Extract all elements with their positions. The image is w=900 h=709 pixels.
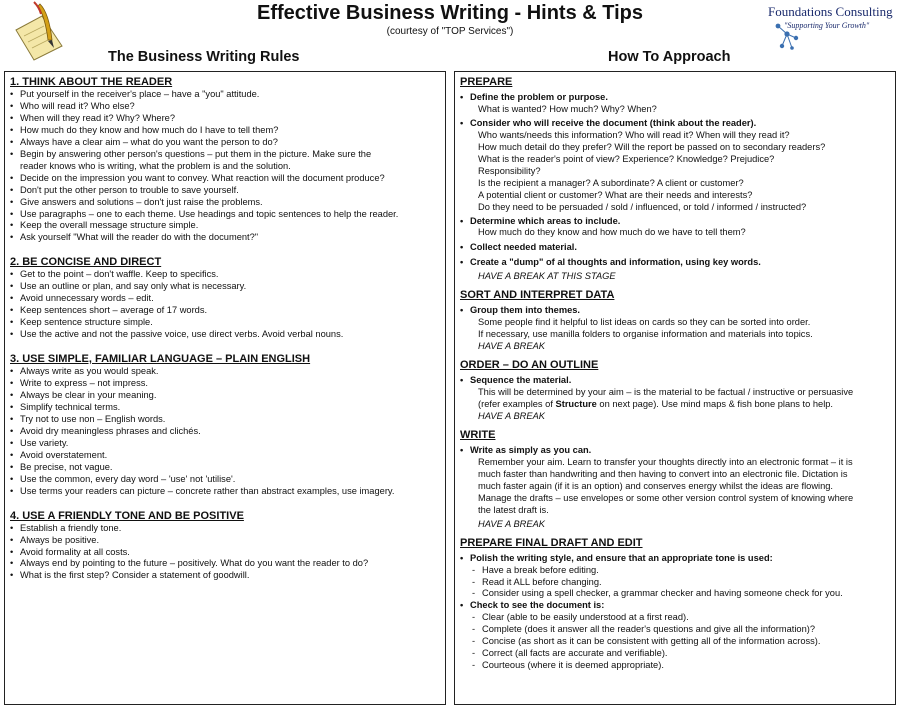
step-text: Some people find it helpful to list ideas on cards so they can be sorted into order. (478, 317, 811, 328)
sub-item: - Courteous (where it is deemed appropriate). (472, 660, 664, 671)
list-item: • Try not to use non – English words. (10, 413, 166, 424)
section-title-concise: 2. BE CONCISE AND DIRECT (10, 256, 162, 269)
step-text: Who wants/needs this information? Who will read it? When will they read it? (478, 129, 790, 140)
list-item: • Always be positive. (10, 534, 100, 545)
list-concise (10, 269, 442, 341)
list-item: • Be precise, not vague. (10, 461, 113, 472)
list-item: • Establish a friendly tone. (10, 522, 122, 533)
list-item-continuation: reader knows who is writing, what the problem is and the solution. (20, 160, 291, 171)
list-item: • Always be clear in your meaning. (10, 390, 157, 401)
list-item: • Always write as you would speak. (10, 366, 159, 377)
list-item: • Who will read it? Who else? (10, 100, 135, 111)
list-item: • Keep sentence structure simple. (10, 317, 153, 328)
list-item: • Always end by pointing to the future – positively. What do you want the reader to do? (10, 558, 369, 569)
list-item: • What is the first step? Consider a statement of goodwill. (10, 570, 250, 581)
section-title-order: ORDER – DO AN OUTLINE (460, 359, 599, 372)
page-subtitle: (courtesy of "TOP Services") (386, 26, 514, 37)
step-text: much faster again (if it is an option) and conserves energy whilst the ideas are flowing. (478, 480, 834, 491)
rules-content (10, 76, 442, 582)
list-item: • Write to express – not impress. (10, 378, 148, 389)
list-item: • Avoid formality at all costs. (10, 546, 130, 557)
list-item: • Always have a clear aim – what do you want the person to do? (10, 136, 278, 147)
step-heading: • Write as simply as you can. (460, 444, 592, 455)
section-title-final-draft: PREPARE FINAL DRAFT AND EDIT (460, 536, 643, 549)
section-title-plain-english: 3. USE SIMPLE, FAMILIAR LANGUAGE – PLAIN ENGLISH (10, 353, 311, 366)
step-text: the latest draft is. (478, 504, 549, 515)
step-heading: • Consider who will receive the document (think about the reader). (460, 117, 757, 128)
left-column-heading: The Business Writing Rules (108, 49, 300, 65)
section-title-sort: SORT AND INTERPRET DATA (460, 289, 615, 302)
list-item: • How much do they know and how much do I have to tell them? (10, 124, 279, 135)
step-heading: • Create a "dump" of al thoughts and information, using key words. (460, 257, 761, 268)
list-item: • Use terms your readers can picture – concrete rather than abstract examples, use imagery. (10, 485, 395, 496)
molecule-network-icon (772, 20, 802, 50)
step-text: How much detail do they prefer? Will the report be passed on to secondary readers? (478, 141, 826, 152)
list-item: • Use an outline or plan, and say only what is necessary. (10, 281, 247, 292)
section-title-prepare: PREPARE (460, 76, 513, 88)
list-item: • Avoid unnecessary words – edit. (10, 293, 154, 304)
sub-item: - Concise (as short as it can be consistent with getting all of the information across). (472, 636, 821, 647)
list-friendly-tone (10, 523, 442, 583)
sub-item: - Consider using a spell checker, a grammar checker and having someone check for you. (472, 588, 843, 599)
step-text: What is the reader's point of view? Experience? Knowledge? Prejudice? (478, 153, 775, 164)
step-text: Is the recipient a manager? A subordinate? A client or customer? (478, 177, 744, 188)
list-reader (10, 89, 442, 244)
sub-item: - Clear (able to be easily understood at a first read). (472, 612, 689, 623)
approach-content (460, 76, 892, 672)
page-title: Effective Business Writing - Hints & Tips (257, 2, 643, 24)
step-text: Manage the drafts – use envelopes or some other version control system of knowing where (478, 492, 854, 503)
break-note: HAVE A BREAK (478, 341, 545, 352)
section-title-write: WRITE (460, 428, 496, 441)
list-item: • Decide on the impression you want to convey. What reaction will the document produce? (10, 172, 385, 183)
right-column-heading: How To Approach (608, 49, 731, 65)
break-note: HAVE A BREAK AT THIS STAGE (478, 271, 616, 282)
list-item: • Begin by answering other person's questions – put them in the picture. Make sure the (10, 148, 372, 159)
list-plain-english (10, 366, 442, 497)
break-note: HAVE A BREAK (478, 518, 545, 529)
list-item: • Use paragraphs – one to each theme. Use headings and topic sentences to help the reader. (10, 208, 399, 219)
header (0, 0, 900, 46)
list-item: • When will they read it? Why? Where? (10, 112, 176, 123)
company-name: Foundations Consulting (768, 4, 893, 19)
list-item: • Keep the overall message structure simple. (10, 220, 199, 231)
step-heading: • Collect needed material. (460, 242, 577, 253)
step-text: A potential client or customer? What are their needs and interests? (478, 189, 753, 200)
step-text: If necessary, use manilla folders to organise information and materials into topics. (478, 329, 813, 340)
list-item: • Avoid dry meaningless phrases and clichés. (10, 425, 201, 436)
company-tagline: "Supporting Your Growth" (784, 21, 870, 30)
section-title-friendly-tone: 4. USE A FRIENDLY TONE AND BE POSITIVE (10, 509, 244, 522)
list-item: • Put yourself in the receiver's place – have a "you" attitude. (10, 89, 260, 99)
list-item: • Don't put the other person to trouble to save yourself. (10, 184, 239, 195)
step-text: Responsibility? (478, 165, 541, 176)
step-heading: • Define the problem or purpose. (460, 92, 608, 102)
step-heading: • Determine which areas to include. (460, 215, 621, 226)
step-text: How much do they know and how much do we have to tell them? (478, 227, 746, 238)
list-item: • Avoid overstatement. (10, 449, 108, 460)
sub-item: - Correct (all facts are accurate and verifiable). (472, 648, 668, 659)
step-heading: • Polish the writing style, and ensure that an appropriate tone is used: (460, 552, 773, 563)
list-item: • Use the active and not the passive voice, use direct verbs. Avoid verbal nouns. (10, 329, 344, 340)
list-item: • Get to the point – don't waffle. Keep to specifics. (10, 269, 219, 280)
step-heading: • Check to see the document is: (460, 600, 605, 611)
step-heading: • Sequence the material. (460, 375, 572, 386)
step-text: (refer examples of Structure on next page). Use mind maps & fish bone plans to help. (478, 399, 834, 410)
list-item: • Use variety. (10, 437, 69, 448)
sub-item: - Complete (does it answer all the reader's questions and give all the information)? (472, 624, 816, 635)
list-item: • Ask yourself "What will the reader do with the document?" (10, 232, 259, 243)
list-item: • Simplify technical terms. (10, 401, 121, 412)
sub-item: - Read it ALL before changing. (472, 576, 602, 587)
step-text: What is wanted? How much? Why? When? (478, 103, 657, 114)
break-note: HAVE A BREAK (478, 410, 545, 421)
section-title-reader: 1. THINK ABOUT THE READER (10, 76, 173, 88)
list-item: • Use the common, every day word – 'use' not 'utilise'. (10, 473, 236, 484)
step-text: Do they need to be persuaded / sold / influenced, or told / informed / instructed? (478, 201, 807, 212)
list-item: • Give answers and solutions – don't just raise the problems. (10, 196, 263, 207)
step-heading: • Group them into themes. (460, 305, 581, 316)
step-text: Remember your aim. Learn to transfer your thoughts directly into an electronic format – it is (478, 456, 853, 467)
sub-item: - Have a break before editing. (472, 564, 599, 575)
step-text: much faster than handwriting and then having to convert into an electronic file. Dictation is (478, 468, 848, 479)
list-item: • Keep sentences short – average of 17 words. (10, 305, 208, 316)
step-text: This will be determined by your aim – is the material to be factual / instructive or persuasive (478, 387, 854, 398)
